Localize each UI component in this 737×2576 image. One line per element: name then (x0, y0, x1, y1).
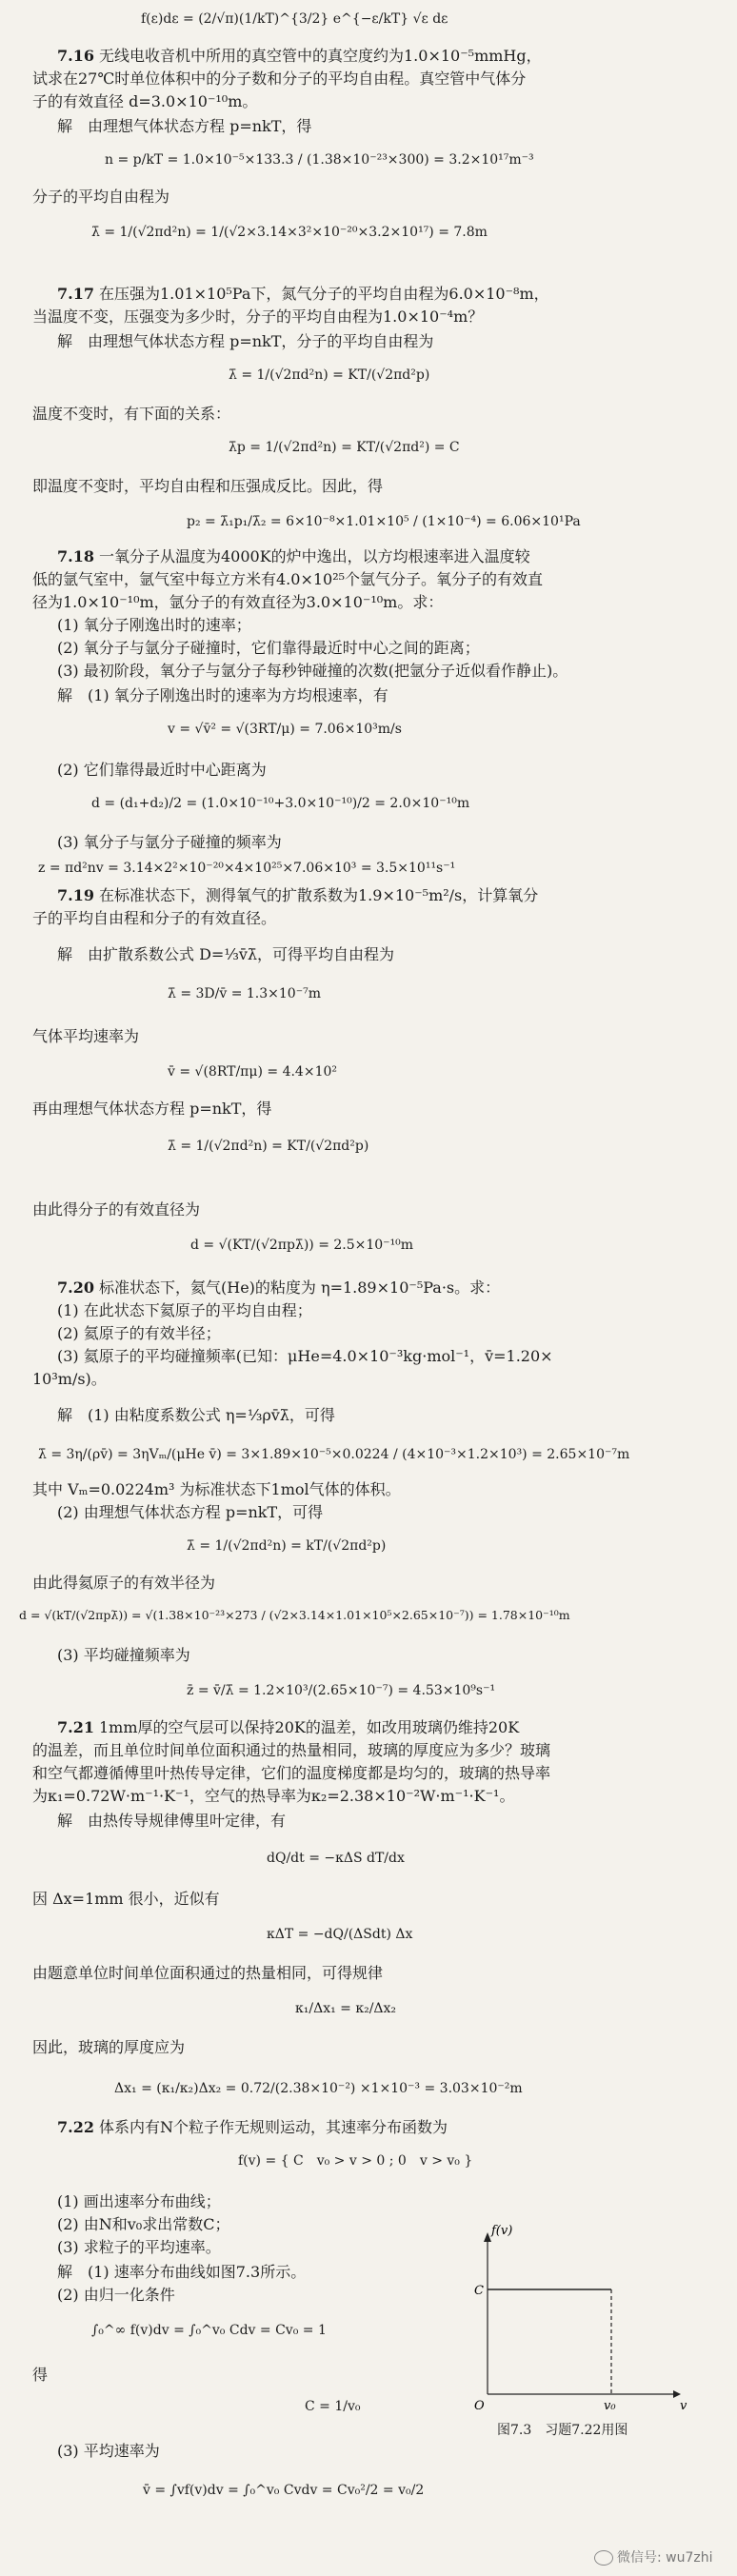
solution-7-19-step3: 再由理想气体状态方程 p=nkT，得 (32, 1100, 272, 1118)
solution-7-20-step2: 其中 Vₘ=0.0224m³ 为标准状态下1mol气体的体积。 (32, 1480, 401, 1498)
watermark (594, 2547, 713, 2566)
solution-7-20-step3: (2) 由理想气体状态方程 p=nkT，可得 (57, 1503, 324, 1521)
problem-number-7-17: 7.17 (57, 285, 94, 303)
problem-7-21-text-a: 1mm厚的空气层可以保持20K的温差，如改用玻璃仍维持20K (99, 1718, 520, 1736)
solution-7-17-step2: 温度不变时，有下面的关系： (32, 405, 231, 423)
equation-7-21-approx: κΔT = −dQ/(ΔSdt) Δx (267, 1927, 413, 1942)
problem-7-22-q2: (2) 由N和v₀求出常数C； (57, 2215, 230, 2233)
equation-7-20-d: d = √(kT/(√2πpλ̄)) = √(1.38×10⁻²³×273 / (√2×3.14×1.01×10⁵×2.65×10⁻⁷)) = 1.78×10⁻¹⁰m (19, 1608, 570, 1622)
equation-7-22-vbar: v̄ = ∫vf(v)dv = ∫₀^v₀ Cvdv = Cv₀²/2 = v₀/2 (143, 2483, 425, 2498)
problem-7-18-q1: (1) 氧分子刚逸出时的速率； (57, 616, 251, 634)
problem-7-16-text-a: 无线电收音机中所用的真空管中的真空度约为1.0×10⁻⁵mmHg， (99, 47, 542, 65)
problem-7-22-q1: (1) 画出速率分布曲线； (57, 2192, 221, 2210)
equation-7-18-z: z = πd²nv = 3.14×2²×10⁻²⁰×4×10²⁵×7.06×10³ = 3.5×10¹¹s⁻¹ (38, 861, 456, 876)
solution-7-17-step1: 解 由理想气体状态方程 p=nkT，分子的平均自由程为 (57, 332, 434, 350)
problem-7-21-text-c: 和空气都遵循傅里叶热传导定律，它们的温度梯度都是均匀的，玻璃的热导率 (32, 1764, 551, 1782)
x-axis-arrow (673, 2390, 681, 2398)
solution-7-18-step3: (3) 氧分子与氩分子碰撞的频率为 (57, 833, 282, 851)
problem-7-18-text-a: 一氧分子从温度为4000K的炉中逸出，以方均根速率进入温度较 (99, 547, 530, 565)
solution-7-21-step4: 因此，玻璃的厚度应为 (32, 2038, 186, 2056)
problem-7-17-text-a: 在压强为1.01×10⁵Pa下，氮气分子的平均自由程为6.0×10⁻⁸m， (99, 285, 549, 303)
problem-number-7-16: 7.16 (57, 47, 94, 65)
y-axis-arrow (484, 2232, 491, 2242)
solution-7-19-step4: 由此得分子的有效直径为 (32, 1200, 201, 1219)
problem-7-20-q1: (1) 在此状态下氦原子的平均自由程； (57, 1301, 312, 1319)
solution-7-19-step1: 解 由扩散系数公式 D=⅓v̄λ̄，可得平均自由程为 (57, 945, 395, 963)
equation-7-17-lambda-p: λ̄p = 1/(√2πd²n) = KT/(√2πd²) = C (229, 440, 460, 455)
equation-7-19-d: d = √(KT/(√2πpλ̄)) = 2.5×10⁻¹⁰m (190, 1238, 414, 1253)
problem-7-20-q3: (3) 氦原子的平均碰撞频率(已知：μHe=4.0×10⁻³kg·mol⁻¹，v̄=1.20× (57, 1347, 553, 1365)
problem-7-17-text-b: 当温度不变，压强变为多少时，分子的平均自由程为1.0×10⁻⁴m？ (32, 307, 484, 326)
equation-7-22-c: C = 1/v₀ (305, 2399, 361, 2414)
problem-7-20-q3b: 10³m/s)。 (32, 1370, 107, 1388)
x-axis-label: v (680, 2399, 687, 2413)
equation-7-18-d: d = (d₁+d₂)/2 = (1.0×10⁻¹⁰+3.0×10⁻¹⁰)/2 = 2.0×10⁻¹⁰m (91, 796, 470, 811)
equation-7-20-lambda: λ̄ = 3η/(ρv̄) = 3ηVₘ/(μHe v̄) = 3×1.89×10⁻⁵×0.0224 / (4×10⁻³×1.2×10³) = 2.65×10⁻⁷m (38, 1447, 630, 1462)
problem-7-21-text-d: 为κ₁=0.72W·m⁻¹·K⁻¹，空气的热导率为κ₂=2.38×10⁻²W·m⁻¹·K⁻¹。 (32, 1787, 515, 1805)
solution-7-20-step1: 解 (1) 由粘度系数公式 η=⅓ρv̄λ̄，可得 (57, 1406, 335, 1424)
formula-energy-distribution: f(ε)dε = (2/√π)(1/kT)^{3/2} e^{−ε/kT} √ε dε (141, 11, 448, 27)
solution-7-16-step1: 解 由理想气体状态方程 p=nkT，得 (57, 117, 312, 135)
problem-7-18-q3: (3) 最初阶段，氧分子与氩分子每秒钟碰撞的次数(把氩分子近似看作静止)。 (57, 662, 568, 680)
problem-7-21-text-b: 的温差，而且单位时间单位面积通过的热量相同，玻璃的厚度应为多少？玻璃 (32, 1741, 551, 1759)
solution-7-20-step4: 由此得氦原子的有效半径为 (32, 1574, 216, 1592)
solution-7-17-step3: 即温度不变时，平均自由程和压强成反比。因此，得 (32, 477, 384, 495)
equation-7-19-lambda2: λ̄ = 1/(√2πd²n) = KT/(√2πd²p) (168, 1139, 369, 1154)
problem-7-18-q2: (2) 氧分子与氩分子碰撞时，它们靠得最近时中心之间的距离； (57, 639, 480, 657)
equation-7-16-lambda: λ̄ = 1/(√2πd²n) = 1/(√2×3.14×3²×10⁻²⁰×3.2×10¹⁷) = 7.8m (91, 225, 488, 240)
equation-7-22-fv: f(v) = { C v₀ > v > 0 ; 0 v > v₀ } (238, 2153, 473, 2169)
solution-7-18-step2: (2) 它们靠得最近时中心距离为 (57, 761, 267, 779)
y-axis-label: f(v) (491, 2224, 513, 2238)
problem-number-7-19: 7.19 (57, 886, 94, 904)
equation-7-21-fourier: dQ/dt = −κΔS dT/dx (267, 1851, 405, 1866)
v0-label: v₀ (604, 2399, 616, 2413)
equation-7-19-vbar: v̄ = √(8RT/πμ) = 4.4×10² (168, 1064, 337, 1080)
solution-7-21-step2: 因 Δx=1mm 很小，近似有 (32, 1890, 220, 1908)
watermark-text: 微信号: wu7zhi (617, 2550, 713, 2566)
equation-7-17-lambda: λ̄ = 1/(√2πd²n) = KT/(√2πd²p) (229, 367, 430, 383)
solution-7-16-step2: 分子的平均自由程为 (32, 188, 170, 206)
solution-7-19-step2: 气体平均速率为 (32, 1027, 140, 1045)
solution-7-18-step1: 解 (1) 氧分子刚逸出时的速率为方均根速率，有 (57, 686, 388, 704)
figure-caption: 图7.3 习题7.22用图 (497, 2423, 628, 2438)
equation-7-20-z: z̄ = v̄/λ̄ = 1.2×10³/(2.65×10⁻⁷) = 4.53×10⁹s⁻¹ (187, 1683, 496, 1698)
equation-7-21-result: Δx₁ = (κ₁/κ₂)Δx₂ = 0.72/(2.38×10⁻²) ×1×10⁻³ = 3.03×10⁻²m (114, 2081, 523, 2096)
solution-7-22-step3: 得 (32, 2366, 49, 2384)
problem-7-22-q3: (3) 求粒子的平均速率。 (57, 2238, 221, 2256)
equation-7-22-normalization: ∫₀^∞ f(v)dv = ∫₀^v₀ Cdv = Cv₀ = 1 (91, 2323, 327, 2338)
problem-number-7-22: 7.22 (57, 2118, 94, 2136)
equation-7-18-v: v = √v̄² = √(3RT/μ) = 7.06×10³m/s (168, 722, 402, 737)
problem-number-7-21: 7.21 (57, 1718, 94, 1736)
equation-7-17-p2: p₂ = λ̄₁p₁/λ̄₂ = 6×10⁻⁸×1.01×10⁵ / (1×10⁻⁴) = 6.06×10¹Pa (187, 514, 581, 529)
equation-7-20-lambda2: λ̄ = 1/(√2πd²n) = kT/(√2πd²p) (187, 1538, 387, 1554)
level-label: C (474, 2284, 484, 2298)
solution-7-22-step2: (2) 由归一化条件 (57, 2286, 175, 2304)
problem-number-7-20: 7.20 (57, 1278, 94, 1297)
problem-7-20-q2: (2) 氦原子的有效半径； (57, 1324, 221, 1342)
origin-label: O (474, 2399, 485, 2413)
solution-7-21-step3: 由题意单位时间单位面积通过的热量相同，可得规律 (32, 1964, 384, 1982)
problem-7-16-text-c: 子的有效直径 d=3.0×10⁻¹⁰m。 (32, 92, 258, 110)
solution-7-21-step1: 解 由热传导规律傅里叶定律，有 (57, 1812, 287, 1830)
wechat-icon (594, 2550, 613, 2566)
problem-7-20-text-a: 标准状态下，氦气(He)的粘度为 η=1.89×10⁻⁵Pa·s。求： (99, 1278, 501, 1297)
problem-7-19-text-a: 在标准状态下，测得氧气的扩散系数为1.9×10⁻⁵m²/s，计算氧分 (99, 886, 539, 904)
equation-7-21-ratio: κ₁/Δx₁ = κ₂/Δx₂ (295, 2001, 397, 2016)
problem-7-18-text-c: 径为1.0×10⁻¹⁰m，氩分子的有效直径为3.0×10⁻¹⁰m。求： (32, 593, 444, 611)
problem-7-16-text-b: 试求在27℃时单位体积中的分子数和分子的平均自由程。真空管中气体分 (32, 69, 527, 88)
problem-number-7-18: 7.18 (57, 547, 94, 565)
solution-7-22-step1: 解 (1) 速率分布曲线如图7.3所示。 (57, 2263, 307, 2281)
problem-7-18-text-b: 低的氩气室中，氩气室中每立方米有4.0×10²⁵个氩气分子。氧分子的有效直 (32, 570, 544, 588)
equation-7-16-n: n = p/kT = 1.0×10⁻⁵×133.3 / (1.38×10⁻²³×300) = 3.2×10¹⁷m⁻³ (105, 152, 534, 168)
problem-7-22-text-a: 体系内有N个粒子作无规则运动，其速率分布函数为 (99, 2118, 448, 2136)
equation-7-19-lambda: λ̄ = 3D/v̄ = 1.3×10⁻⁷m (168, 986, 321, 1001)
solution-7-20-step5: (3) 平均碰撞频率为 (57, 1646, 190, 1664)
solution-7-22-step4: (3) 平均速率为 (57, 2442, 160, 2460)
problem-7-19-text-b: 子的平均自由程和分子的有效直径。 (32, 909, 277, 927)
figure-7-3 (468, 2223, 697, 2461)
